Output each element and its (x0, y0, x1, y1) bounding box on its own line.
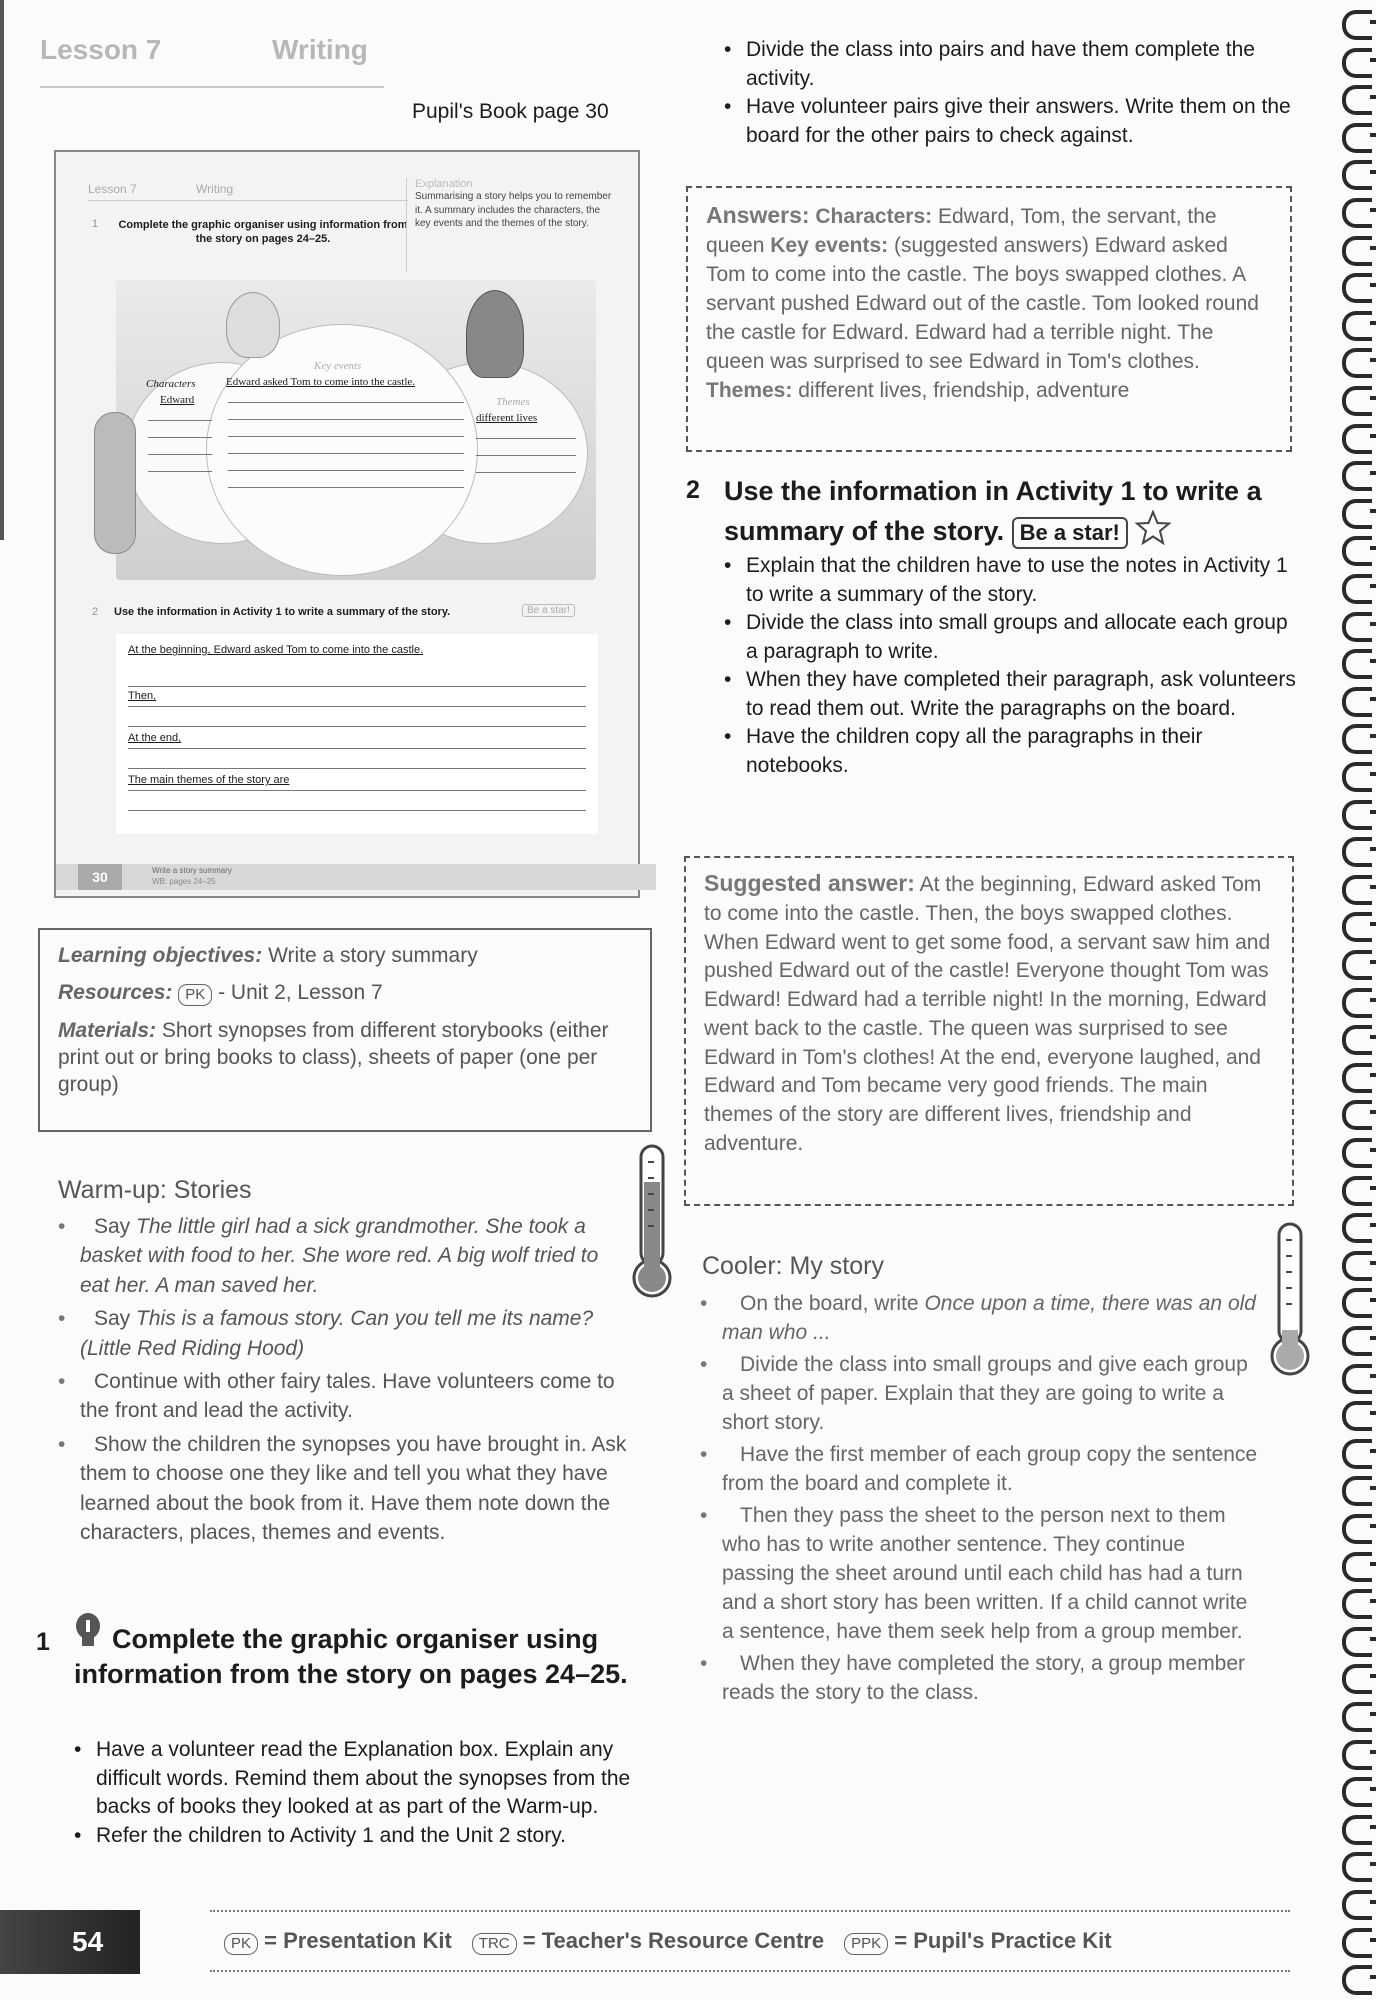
binding-ring (1342, 1213, 1372, 1243)
answers-characters-label: Characters: (815, 205, 933, 228)
binding-ring (1342, 311, 1372, 341)
thumb-themes-value: different lives (476, 412, 538, 424)
activity2-list (724, 552, 1304, 780)
binding-ring (1342, 800, 1372, 830)
list-item: • Refer the children to Activity 1 and the Unit 2 story. (74, 1822, 654, 1851)
page-number: 54 (0, 1910, 140, 1974)
binding-ring (1342, 1589, 1372, 1619)
binding-ring (1342, 1777, 1372, 1807)
answers-events-label: Key events: (770, 233, 889, 257)
answers-themes-label: Themes: (706, 378, 793, 402)
list-item: • Say The little girl had a sick grandmother. She took a basket with food to her. She wore red. A big wolf tried to eat her. A man saved her. (58, 1212, 628, 1300)
thermometer-warmup-icon (630, 1142, 676, 1307)
thumb-characters-value: Edward (160, 394, 195, 406)
list-item: • Divide the class into small groups and give each group a sheet of paper. Explain that they are going to write a short story. (700, 1351, 1260, 1438)
activity2-num: 2 (686, 476, 700, 504)
trc-badge: TRC (472, 1933, 517, 1955)
list-item: • Explain that the children have to use the notes in Activity 1 to write a summary of the story. (724, 552, 1304, 609)
spiral-binding (1336, 0, 1376, 2000)
thumb-themes-label: Themes (496, 396, 530, 408)
warmup-list (58, 1212, 628, 1547)
activity1-title: Complete the graphic organiser using information from the story on pages 24–25. (74, 1624, 628, 1689)
thumb-boy-illustration (226, 292, 280, 358)
binding-ring (1342, 424, 1372, 454)
binding-ring (1342, 1815, 1372, 1845)
binding-ring (1342, 1965, 1372, 1995)
thumb-characters-label: Characters (146, 378, 196, 390)
activity1-num: 1 (36, 1628, 50, 1656)
binding-ring (1342, 1288, 1372, 1318)
binding-ring (1342, 837, 1372, 867)
activity2-title: Use the information in Activity 1 to write a summary of the story. (724, 476, 1262, 546)
footer-legend (210, 1910, 1290, 1972)
answers-characters: Edward, Tom, the servant, the queen (706, 205, 1217, 257)
binding-ring (1342, 1063, 1372, 1093)
trc-legend: = Teacher's Resource Centre (522, 1927, 825, 1953)
pk-badge: PK (178, 984, 212, 1006)
list-item: • Have the first member of each group copy the sentence from the board and complete it. (700, 1441, 1260, 1499)
binding-ring (1342, 236, 1372, 266)
binding-ring (1342, 1025, 1372, 1055)
thumb-lesson: Lesson 7 (88, 182, 137, 196)
binding-ring (1342, 10, 1372, 40)
answers-themes: different lives, friendship, adventure (798, 378, 1130, 402)
pupils-book-ref: Pupil's Book page 30 (412, 100, 609, 123)
binding-ring (1342, 649, 1372, 679)
binding-ring (1342, 1251, 1372, 1281)
be-a-star-badge: Be a star! (1012, 517, 1128, 549)
binding-ring (1342, 950, 1372, 980)
binding-ring (1342, 1552, 1372, 1582)
activity1-list (74, 1736, 654, 1850)
thumb-page-num: 30 (78, 864, 122, 890)
binding-ring (1342, 1138, 1372, 1168)
thumb-line1: At the beginning, Edward asked Tom to come into the castle. (128, 644, 424, 656)
binding-ring (1342, 762, 1372, 792)
binding-ring (1342, 1627, 1372, 1657)
thumb-themes-lines (476, 438, 576, 473)
binding-ring (1342, 1740, 1372, 1770)
pupils-book-thumbnail (54, 150, 640, 898)
binding-ring (1342, 1664, 1372, 1694)
binding-ring (1342, 875, 1372, 905)
list-item: • Have volunteer pairs give their answers. Write them on the board for the other pairs to check against. (724, 93, 1304, 150)
binding-ring (1342, 461, 1372, 491)
thumb-line3: At the end, (128, 732, 182, 744)
binding-ring (1342, 536, 1372, 566)
ppk-badge: PPK (844, 1933, 888, 1955)
thumb-characters-lines (148, 420, 212, 472)
binding-ring (1342, 912, 1372, 942)
ppk-legend: = Pupil's Practice Kit (894, 1927, 1112, 1953)
binding-ring (1342, 1401, 1372, 1431)
binding-ring (1342, 612, 1372, 642)
binding-ring (1342, 386, 1372, 416)
binding-ring (1342, 1326, 1372, 1356)
list-item: • When they have completed their paragraph, ask volunteers to read them out. Write the paragraphs on the board. (724, 666, 1304, 723)
binding-ring (1342, 724, 1372, 754)
res-label: Resources (58, 981, 166, 1005)
binding-ring (1342, 1702, 1372, 1732)
thumb-key-events-label: Key events (314, 360, 362, 372)
binding-ring (1342, 160, 1372, 190)
cooler-list (700, 1290, 1260, 1708)
binding-ring (1342, 85, 1372, 115)
thumb-section: Writing (196, 182, 234, 196)
thermometer-cooler-icon (1268, 1220, 1314, 1385)
suggested-label: Suggested answer: (704, 870, 915, 896)
thumb-key-events-lines (228, 402, 464, 488)
activity2-title-block (724, 474, 1304, 555)
warmup-title: Warm-up: Stories (58, 1176, 252, 1204)
thumb-activity2-num: 2 (92, 606, 99, 618)
list-item: • Have the children copy all the paragraphs in their notebooks. (724, 723, 1304, 780)
binding-ring (1342, 1890, 1372, 1920)
binding-ring (1342, 1364, 1372, 1394)
thumb-activity1-num: 1 (92, 218, 99, 230)
thumb-footer-pages: WB: pages 24–25 (152, 877, 216, 886)
binding-ring (1342, 1176, 1372, 1206)
thumb-line4: The main themes of the story are (128, 774, 290, 786)
thumb-writing-area (116, 634, 598, 834)
answers-box (686, 186, 1292, 452)
list-item: • Continue with other fairy tales. Have volunteers come to the front and lead the activity. (58, 1367, 628, 1426)
section-heading: Writing (272, 34, 368, 65)
binding-ring (1342, 198, 1372, 228)
binding-ring (1342, 1476, 1372, 1506)
list-item: • Divide the class into pairs and have them complete the activity. (724, 36, 1304, 93)
binding-ring (1342, 273, 1372, 303)
pk-legend: = Presentation Kit (264, 1927, 452, 1953)
header-rule (40, 86, 384, 88)
suggested-text: At the beginning, Edward asked Tom to come into the castle. Then, the boys swapped clothes. When Edward went to get some food, a servant saw him and pushed Edward out of the castle! Everyone thought Tom was Edward! Edward had a terrible night! In the morning, Edward went back to the castle. The queen was surprised to see Edward in Tom's clothes! At the end, everyone laughed, and Edward and Tom became very good friends. The main themes of the story are different lives, friendship and adventure. (704, 873, 1271, 1155)
mat-label: Materials (58, 1018, 150, 1042)
thumb-be-a-star: Be a star! (522, 604, 575, 617)
binding-ring (1342, 499, 1372, 529)
lo-label: Learning objectives (58, 944, 256, 967)
list-item: • Then they pass the sheet to the person next to them who has to write another sentence. They continue passing the sheet around until each child has had a turn and a short story has been written. If a child cannot write a sentence, have them seek help from a group member. (700, 1502, 1260, 1647)
thumb-explanation-box (406, 178, 615, 272)
thumb-key-events-value: Edward asked Tom to come into the castle. (226, 376, 416, 388)
answers-events: (suggested answers) Edward asked Tom to come into the castle. The boys swapped clothes. A servant pushed Edward out of the castle. Tom looked round the castle for Edward. Edward had a terrible night. The queen was surprised to see Edward in Tom's clothes. (706, 233, 1259, 373)
pk-badge: PK (224, 1933, 258, 1955)
suggested-answer-box (684, 856, 1294, 1206)
thumb-explanation-text: Summarising a story helps you to remember it. A summary includes the characters, the key events and the themes of the story. (415, 191, 612, 229)
binding-ring (1342, 1100, 1372, 1130)
list-item: • When they have completed the story, a group member reads the story to the class. (700, 1650, 1260, 1708)
binding-ring (1342, 574, 1372, 604)
binding-ring (1342, 687, 1372, 717)
answers-label: Answers: (706, 202, 810, 228)
thumb-activity2-text: Use the information in Activity 1 to write a summary of the story. (114, 606, 451, 618)
mat-value: Short synopses from different storybooks (either print out or bring books to class), sheets of paper (one per group) (58, 1018, 609, 1097)
res-value: - Unit 2, Lesson 7 (218, 981, 383, 1005)
thumb-line2: Then, (128, 690, 157, 702)
thumb-footer-note: Write a story summary (152, 866, 232, 875)
page-edge-shadow (0, 0, 4, 540)
binding-ring (1342, 348, 1372, 378)
star-icon (1135, 510, 1171, 556)
binding-ring (1342, 1514, 1372, 1544)
thumb-explanation-title: Explanation (415, 178, 473, 190)
lesson-heading: Lesson 7 (40, 34, 162, 65)
list-item: • Have a volunteer read the Explanation box. Explain any difficult words. Remind them about the synopses from the backs of books they looked at as part of the Warm-up. (74, 1736, 654, 1822)
list-item: • Show the children the synopses you have brought in. Ask them to choose one they like and tell you what they have learned about the book from it. Have them note down the characters, places, themes and events. (58, 1430, 628, 1548)
binding-ring (1342, 1852, 1372, 1882)
binding-ring (1342, 48, 1372, 78)
thumb-queen-illustration (466, 290, 524, 378)
binding-ring (1342, 1439, 1372, 1469)
thumb-footer-bar (56, 864, 656, 890)
cooler-title: Cooler: My story (702, 1252, 884, 1280)
thumb-activity1-text: Complete the graphic organiser using information from the story on pages 24–25. (118, 219, 408, 246)
objectives-box: Learning objectives: Write a story summary Resources: PK - Unit 2, Lesson 7 Materials: Short synopses from different storybooks (either print out or bring books to class), sheets of paper (one per group) (38, 928, 652, 1132)
list-item: • Divide the class into small groups and allocate each group a paragraph to write. (724, 609, 1304, 666)
binding-ring (1342, 988, 1372, 1018)
lo-value: Write a story summary (268, 944, 478, 967)
binding-ring (1342, 123, 1372, 153)
right-top-list (724, 36, 1304, 150)
list-item: • Say This is a famous story. Can you tell me its name? (Little Red Riding Hood) (58, 1304, 628, 1363)
thumb-child-illustration (94, 412, 136, 554)
binding-ring (1342, 1928, 1372, 1958)
list-item: • On the board, write Once upon a time, there was an old man who ... (700, 1290, 1260, 1348)
